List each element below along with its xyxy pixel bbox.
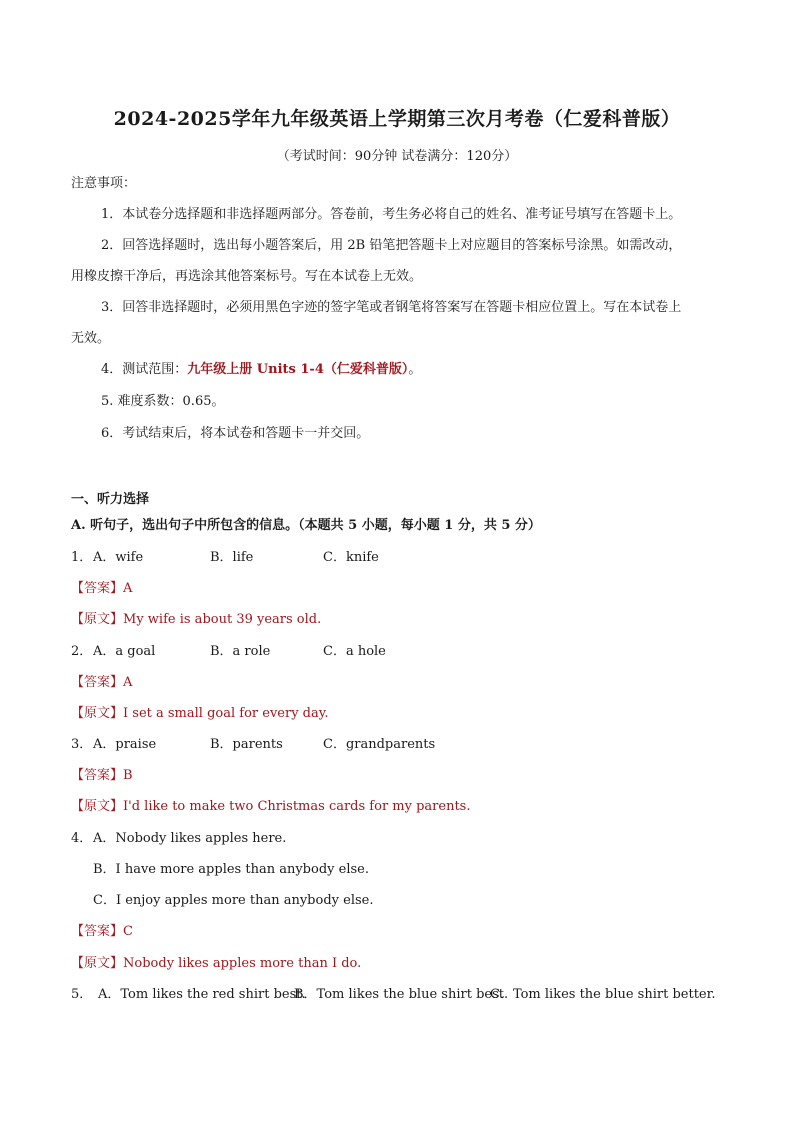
source-text [71, 798, 470, 816]
answer-label: 【答案】A [71, 581, 133, 596]
option-b: B．Tom likes the blue shirt best. [294, 987, 509, 1002]
exam-info: （考试时间：90分钟 试卷满分：120分） [276, 149, 518, 164]
option-c: C．grandparents [323, 737, 436, 752]
option-a: A．wife [93, 550, 144, 565]
notice-item-4-suffix: 。 [408, 362, 422, 377]
option-c: C．knife [323, 550, 379, 565]
question-number: 1． [71, 550, 93, 565]
answer-label: 【答案】C [71, 924, 133, 939]
source-label: 【原文】 [71, 956, 124, 971]
option-b: B．a role [210, 644, 271, 659]
answer-label: 【答案】A [71, 675, 133, 690]
source-sentence: My wife is about 39 years old. [123, 612, 322, 627]
option-a: A．praise [93, 737, 157, 752]
option-a: A．Nobody likes apples here. [93, 831, 287, 846]
notice-item-2: 2．回答选择题时，选出每小题答案后，用 2B 铅笔把答题卡上对应题目的答案标号涂黑。如需改动， [101, 238, 682, 253]
source-label: 【原文】 [71, 706, 124, 721]
notice-item-3: 3．回答非选择题时，必须用黑色字迹的签字笔或者钢笔将答案写在答题卡相应位置上。写在本试卷上 [101, 300, 682, 315]
source-label: 【原文】 [71, 612, 124, 627]
source-text [71, 611, 321, 629]
option-a: A．Tom likes the red shirt best. [98, 987, 306, 1002]
source-sentence: I set a small goal for every day. [123, 706, 329, 721]
option-c: C．Tom likes the blue shirt better. [490, 987, 716, 1002]
option-b: B．parents [210, 737, 283, 752]
part-a-instruction: A. 听句子，选出句子中所包含的信息。（本题共 5 小题，每小题 1 分，共 5 分） [71, 518, 541, 533]
source-label: 【原文】 [71, 799, 124, 814]
option-b: B．I have more apples than anybody else. [93, 862, 369, 877]
source-sentence: Nobody likes apples more than I do. [123, 956, 362, 971]
test-range: 九年级上册 Units 1-4（仁爱科普版） [187, 362, 409, 377]
notice-item-1: 1．本试卷分选择题和非选择题两部分。答卷前，考生务必将自己的姓名、准考证号填写在答题卡上。 [101, 207, 682, 222]
option-b: B．life [210, 550, 254, 565]
option-c: C．a hole [323, 644, 386, 659]
notice-item-3-cont: 无效。 [71, 331, 111, 346]
notice-heading: 注意事项： [71, 176, 137, 191]
option-c: C．I enjoy apples more than anybody else. [93, 893, 374, 908]
source-text [71, 705, 329, 723]
question-number: 2． [71, 644, 93, 659]
source-text [71, 955, 361, 973]
question-number: 3． [71, 737, 93, 752]
page-title: 2024-2025学年九年级英语上学期第三次月考卷（仁爱科普版） [113, 108, 681, 130]
notice-item-5: 5. 难度系数：0.65。 [101, 394, 225, 409]
option-a: A．a goal [93, 644, 156, 659]
notice-item-6: 6．考试结束后，将本试卷和答题卡一并交回。 [101, 426, 370, 441]
notice-item-4 [101, 361, 421, 379]
notice-item-4-prefix: 4．测试范围： [101, 362, 188, 377]
answer-label: 【答案】B [71, 768, 133, 783]
question-number: 5． [71, 987, 93, 1002]
question-number: 4． [71, 831, 93, 846]
section-heading: 一、听力选择 [71, 492, 150, 507]
source-sentence: I'd like to make two Christmas cards for my parents. [123, 799, 471, 814]
notice-item-2-cont: 用橡皮擦干净后，再选涂其他答案标号。写在本试卷上无效。 [71, 269, 423, 284]
